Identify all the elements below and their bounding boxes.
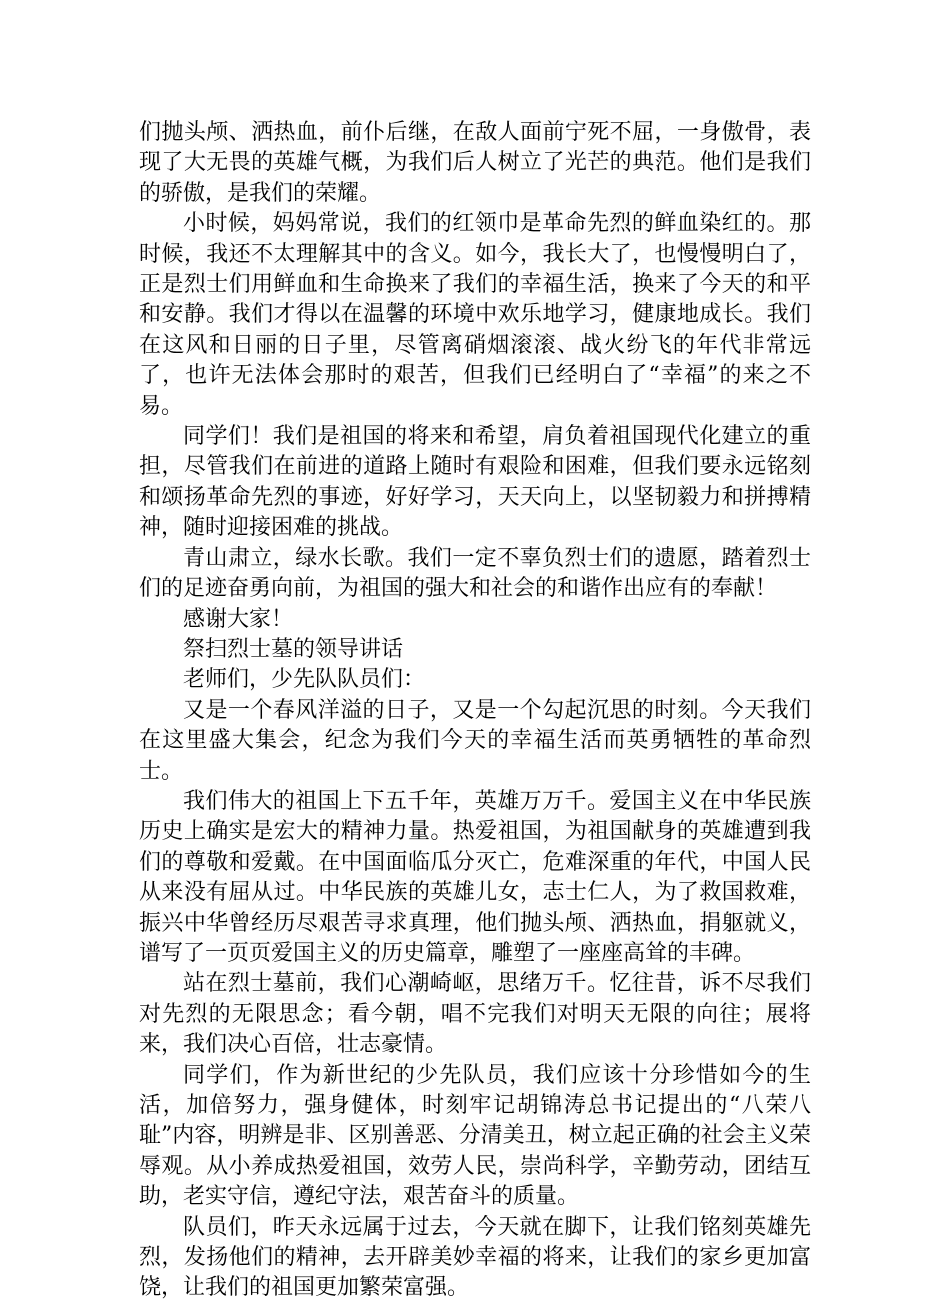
paragraph-4: 青山肃立，绿水长歌。我们一定不辜负烈士们的遗愿，踏着烈士们的足迹奋勇向前，为祖国的强大和社会的和谐作出应有的奉献！	[139, 545, 811, 602]
paragraph-3: 同学们！我们是祖国的将来和希望，肩负着祖国现代化建立的重担，尽管我们在前进的道路上随时有艰险和困难，但我们要永远铭刻和颂扬革命先烈的事迹，好好学习，天天向上，以坚韧毅力和拼搏精神，随时迎接困难的挑战。	[139, 424, 811, 541]
paragraph-12: 队员们，昨天永远属于过去，今天就在脚下，让我们铭刻英雄先烈，发扬他们的精神，去开辟美妙幸福的将来，让我们的家乡更加富饶，让我们的祖国更加繁荣富强。	[139, 1214, 811, 1301]
speech-salutation: 老师们，少先队队员们：	[183, 667, 426, 693]
paragraph-10: 站在烈士墓前，我们心潮崎岖，思绪万千。忆往昔，诉不尽我们对先烈的无限思念；看今朝，唱不完我们对明天无限的向往；展将来，我们决心百倍，壮志豪情。	[139, 971, 811, 1058]
speech-heading: 祭扫烈士墓的领导讲话	[183, 636, 404, 662]
paragraph-1: 们抛头颅、洒热血，前仆后继，在敌人面前宁死不屈，一身傲骨，表现了大无畏的英雄气概，为我们后人树立了光芒的典范。他们是我们的骄傲，是我们的荣耀。	[139, 120, 811, 206]
paragraph-8: 又是一个春风洋溢的日子，又是一个勾起沉思的时刻。今天我们在这里盛大集会，纪念为我们今天的幸福生活而英勇牺牲的革命烈士。	[139, 697, 811, 784]
paragraph-5: 感谢大家！	[183, 606, 294, 632]
paragraph-9: 我们伟大的祖国上下五千年，英雄万万千。爱国主义在中华民族历史上确实是宏大的精神力量。热爱祖国，为祖国献身的英雄遭到我们的尊敬和爱戴。在中国面临瓜分灭亡，危难深重的年代，中国人民从来没有屈从过。中华民族的英雄儿女，志士仁人，为了救国救难，振兴中华曾经历尽艰苦寻求真理，他们抛头颅、洒热血，捐躯就义，谱写了一页页爱国主义的历史篇章，雕塑了一座座高耸的丰碑。	[139, 788, 811, 966]
document-body	[139, 118, 811, 1304]
paragraph-2: 小时候，妈妈常说，我们的红领巾是革命先烈的鲜血染红的。那时候，我还不太理解其中的含义。如今，我长大了，也慢慢明白了，正是烈士们用鲜血和生命换来了我们的幸福生活，换来了今天的和平和安静。我们才得以在温馨的环境中欢乐地学习，健康地成长。我们在这风和日丽的日子里，尽管离硝烟滚滚、战火纷飞的年代非常远了，也许无法体会那时的艰苦，但我们已经明白了“幸福”的来之不易。	[139, 211, 811, 419]
paragraph-11: 同学们，作为新世纪的少先队员，我们应该十分珍惜如今的生活，加倍努力，强身健体，时刻牢记胡锦涛总书记提出的“八荣八耻”内容，明辨是非、区别善恶、分清美丑，树立起正确的社会主义荣辱观。从小养成热爱祖国，效劳人民，崇尚科学，辛勤劳动，团结互助，老实守信，遵纪守法，艰苦奋斗的质量。	[139, 1062, 811, 1210]
